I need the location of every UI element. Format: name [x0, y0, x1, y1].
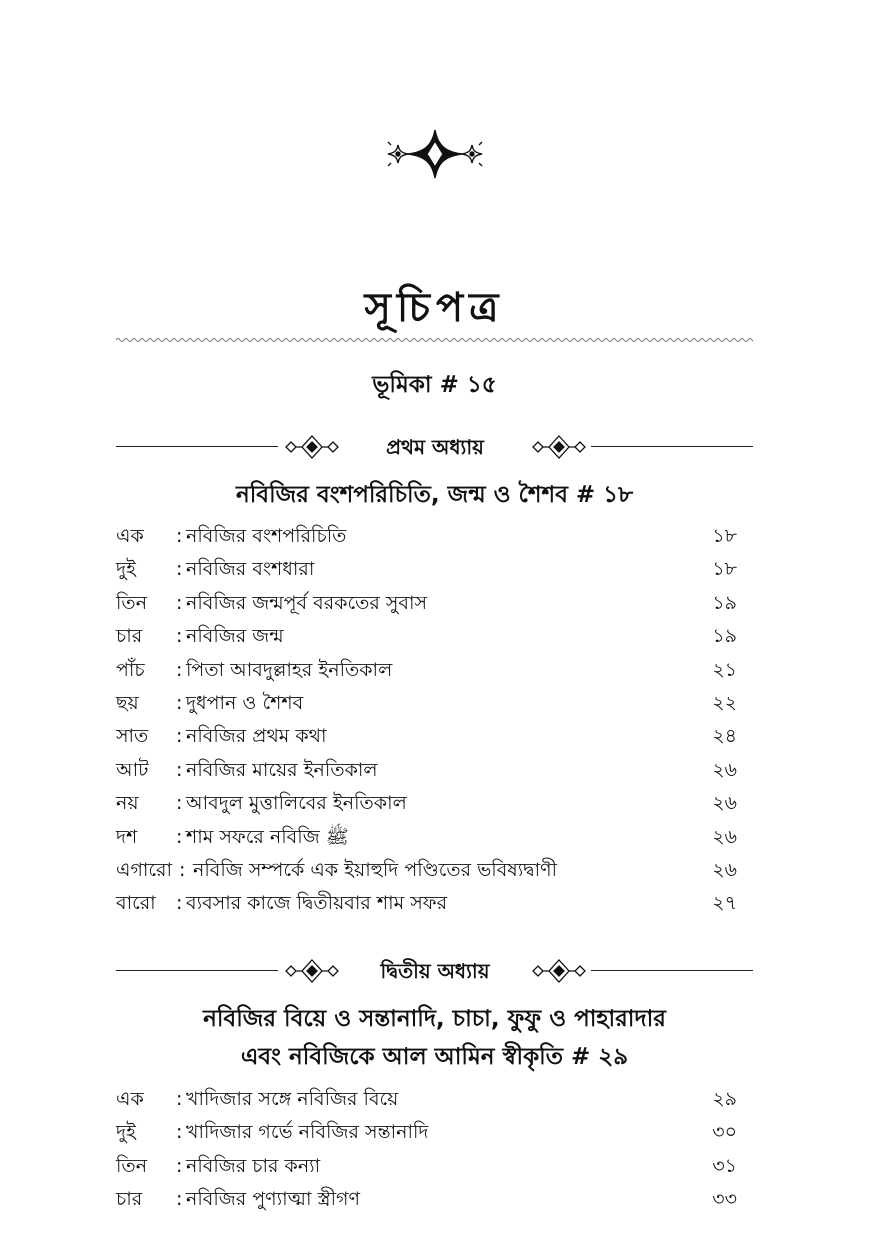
toc-number: দুই [116, 558, 136, 581]
chapter-1-divider [116, 432, 753, 462]
chapter-2-toc [116, 1083, 753, 1217]
toc-page: ২৬ [712, 825, 737, 848]
toc-row[interactable] [116, 1083, 753, 1116]
small-diamond-ornament-icon [279, 958, 345, 984]
toc-colon: : [176, 792, 183, 815]
toc-page: ২৬ [712, 858, 737, 881]
wavy-divider [116, 336, 753, 344]
toc-number: পাঁচ [116, 658, 145, 681]
toc-colon: : [176, 825, 183, 848]
toc-page: ২৪ [712, 725, 737, 748]
toc-colon: : [176, 591, 183, 614]
divider-line-right [591, 446, 753, 447]
toc-number: নয় [116, 792, 139, 815]
intro-page: # ১৫ [439, 372, 497, 398]
toc-page: ২১ [712, 658, 737, 681]
toc-colon: : [176, 758, 183, 781]
divider-line-right [591, 970, 753, 971]
toc-number: সাত [116, 725, 149, 748]
toc-page: ২৯ [712, 1088, 737, 1110]
chapter-2-title-line-2: এবং নবিজিকে আল আমিন স্বীকৃতি # ২৯ [240, 1044, 629, 1070]
toc-number: তিন [116, 1154, 148, 1177]
toc-colon: : [176, 558, 183, 581]
toc-title: পিতা আবদুল্লাহর ইনতিকাল [186, 658, 393, 681]
toc-number: দুই [116, 1121, 136, 1144]
toc-title: নবিজির জন্মপূর্ব বরকতের সুবাস [186, 591, 428, 614]
toc-title: নবিজির বংশধারা [186, 558, 315, 581]
toc-colon: : [176, 892, 183, 915]
toc-number: চার [116, 1188, 143, 1211]
toc-page: ১৮ [712, 558, 737, 581]
toc-row[interactable] [116, 1116, 753, 1149]
toc-colon: : [179, 858, 186, 881]
toc-number: চার [116, 625, 143, 648]
toc-page: ১৮ [712, 525, 737, 547]
toc-title: নবিজি সম্পর্কে এক ইয়াহুদি পণ্ডিতের ভবিষ্যদ্বাণী [193, 858, 558, 881]
toc-number: এক [116, 1088, 144, 1110]
toc-page: ২৭ [712, 892, 737, 915]
small-diamond-ornament-icon [279, 434, 345, 460]
toc-row[interactable] [116, 754, 753, 787]
toc-page: ২২ [712, 691, 737, 714]
toc-number: দশ [116, 825, 138, 848]
toc-colon: : [176, 1188, 183, 1211]
toc-page: ৩৩ [712, 1188, 737, 1211]
toc-row[interactable] [116, 587, 753, 620]
toc-title: খাদিজার গর্ভে নবিজির সন্তানাদি [186, 1121, 429, 1144]
toc-number: এক [116, 525, 144, 547]
toc-row[interactable] [116, 854, 753, 887]
toc-colon: : [176, 658, 183, 681]
chapter-1-heading: প্রথম অধ্যায় [386, 435, 484, 459]
toc-page: ১৯ [712, 625, 737, 648]
chapter-1-title: নবিজির বংশপরিচিতি, জন্ম ও শৈশব # ১৮ [235, 482, 634, 508]
toc-number: আট [116, 758, 149, 781]
toc-row[interactable] [116, 821, 753, 854]
toc-title: নবিজির জন্ম [186, 625, 284, 648]
toc-row[interactable] [116, 787, 753, 820]
toc-number: তিন [116, 591, 148, 614]
small-diamond-ornament-icon [526, 434, 592, 460]
toc-title: দুধপান ও শৈশব [186, 691, 304, 714]
toc-colon: : [176, 1121, 183, 1144]
toc-row[interactable] [116, 620, 753, 653]
toc-title: আবদুল মুত্তালিবের ইনতিকাল [186, 792, 407, 815]
toc-row[interactable] [116, 1150, 753, 1183]
toc-title: নবিজির চার কন্যা [186, 1154, 321, 1177]
toc-colon: : [176, 1088, 183, 1110]
toc-title: ব্যবসার কাজে দ্বিতীয়বার শাম সফর [186, 892, 448, 915]
divider-line-left [116, 446, 278, 447]
diamond-ornament-icon [380, 128, 490, 180]
toc-title: নবিজির প্রথম কথা [186, 725, 327, 748]
chapter-2-heading: দ্বিতীয় অধ্যায় [380, 959, 490, 983]
toc-colon: : [176, 725, 183, 748]
toc-title: খাদিজার সঙ্গে নবিজির বিয়ে [186, 1088, 399, 1110]
toc-colon: : [176, 625, 183, 648]
toc-page: ৩১ [712, 1154, 737, 1177]
toc-row[interactable] [116, 687, 753, 720]
toc-page: ২৬ [712, 792, 737, 815]
toc-number: এগারো [116, 858, 173, 881]
toc-row[interactable] [116, 887, 753, 920]
toc-title: নবিজির বংশপরিচিতি [186, 525, 347, 547]
toc-row[interactable] [116, 720, 753, 753]
toc-title: শাম সফরে নবিজি ﷺ [186, 825, 349, 848]
toc-page: ১৯ [712, 591, 737, 614]
toc-row[interactable] [116, 654, 753, 687]
toc-colon: : [176, 525, 183, 547]
toc-page: ২৬ [712, 758, 737, 781]
toc-row[interactable] [116, 553, 753, 586]
chapter-1-toc [116, 520, 753, 921]
chapter-2-divider [116, 956, 753, 986]
toc-title: নবিজির মায়ের ইনতিকাল [186, 758, 378, 781]
divider-line-left [116, 970, 278, 971]
small-diamond-ornament-icon [526, 958, 592, 984]
toc-row[interactable] [116, 520, 753, 553]
toc-title: নবিজির পুণ্যাত্মা স্ত্রীগণ [186, 1188, 360, 1211]
toc-row[interactable] [116, 1183, 753, 1216]
intro-entry[interactable] [0, 366, 869, 405]
toc-number: বারো [116, 892, 156, 915]
toc-number: ছয় [116, 691, 139, 714]
toc-page: ৩০ [712, 1121, 737, 1144]
toc-colon: : [176, 1154, 183, 1177]
chapter-2-title-line-1: নবিজির বিয়ে ও সন্তানাদি, চাচা, ফুফু ও পাহারাদার [203, 1006, 666, 1032]
intro-label: ভূমিকা [372, 372, 432, 398]
page-title: সূচিপত্র [364, 285, 505, 331]
toc-colon: : [176, 691, 183, 714]
